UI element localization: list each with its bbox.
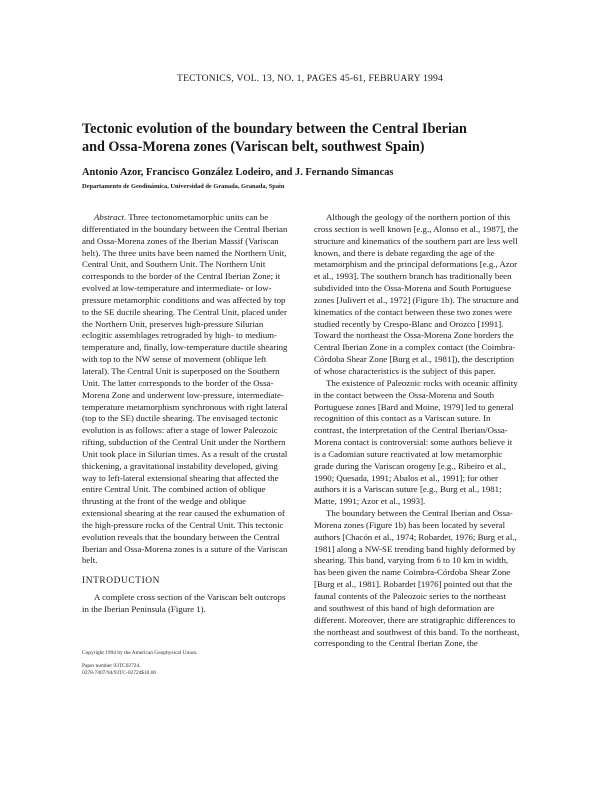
paper-code: 0278-7407/94/93TC-02724$10.00 xyxy=(82,670,157,677)
paper-number: Paper number 93TC02724. xyxy=(82,663,141,670)
title-line-2: and Ossa-Morena zones (Variscan belt, southwest Spain) xyxy=(82,139,425,155)
right-column xyxy=(314,212,520,650)
copyright-notice: Copyright 1994 by the American Geophysical Union. xyxy=(82,650,198,656)
abstract-label: Abstract. xyxy=(94,212,127,222)
body-paragraph-3: The boundary between the Central Iberian and Ossa-Morena zones (Figure 1b) has been located by several authors [Chacón et al., 1974; Robardet, 1976; Burg et al., 1981] along a NW-SE trending band highly deformed by shearing. This band, varying from 6 to 10 km in width, has been given the name Coimbra-Córdoba Shear Zone [Burg et al., 1981]. Robardet [1976] pointed out that the faunal contents of the Paleozoic series to the northeast and southwest of this band of high deformation are different. Moreover, there are stratigraphic differences to the northeast and southwest of this band. To the northeast, corresponding to the Central Iberian Zone, the xyxy=(314,508,520,649)
footnote-block xyxy=(82,650,288,678)
body-paragraph-2: The existence of Paleozoic rocks with oceanic affinity in the contact between the Ossa-Morena and South Portuguese zones [Bard and Moine, 1979] led to general recognition of this contact as a Variscan suture. In contrast, the interpretation of the Central Iberian/Ossa-Morena contact is controversial: some authors believe it is a Cadomian suture reactivated at low metamorphic grade during the Variscan orogeny [e.g., Ribeiro et al., 1990; Quesada, 1991; Abalos et al., 1991]; for other authors it is a Variscan suture [e.g., Burg et al., 1981; Matte, 1991; Azor et al., 1993]. xyxy=(314,377,518,507)
intro-paragraph: A complete cross section of the Variscan belt outcrops in the Iberian Peninsula (Figure 1). xyxy=(82,592,286,614)
abstract-text: Three tectonometamorphic units can be differentiated in the boundary between the Central Iberian and Ossa-Morena zones of the Iberian Massif (Variscan belt). The three units have been named the Northern Unit, Central Unit, and Southern Unit. The Northern Unit corresponds to the border of the Central Iberian Zone; it evolved at low-temperature and intermediate- or low-pressure metamorphic conditions and was affected by top to the SE ductile shearing. The Central Unit, placed under the Northern Unit, preserves high-pressure Silurian eclogitic assemblages retrograded by high- to medium-temperature and, finally, low-temperature ductile shearing with top to the NW sense of movement (oblique left lateral). The Central Unit is superposed on the Southern Unit. The latter corresponds to the border of the Ossa-Morena Zone and underwent low-pressure, intermediate-temperature metamorphism synchronous with right lateral (top to the SE) ductile shearing. The envisaged tectonic evolution is as follows: after a stage of lower Paleozoic rifting, subduction of the Central Unit under the Northern Unit took place in Silurian times. As a result of the crustal thickening, a gravitational instability developed, giving way to left-lateral extensional shearing that affected the entire Central Unit. The combined action of oblique thrusting at the front of the wedge and oblique extensional shearing at the rear caused the exhumation of the high-pressure rocks of the Central Unit. This tectonic evolution reveals that the boundary between the Central Iberian and Ossa-Morena zones is a suture of the Variscan belt. xyxy=(82,212,288,566)
title-line-1: Tectonic evolution of the boundary between the Central Iberian xyxy=(82,121,467,137)
author-affiliation: Departamento de Geodinámica, Universidad de Granada, Granada, Spain xyxy=(82,183,285,190)
article-title xyxy=(82,120,522,156)
section-heading-introduction: INTRODUCTION xyxy=(82,576,161,587)
body-paragraph-1: Although the geology of the northern portion of this cross section is well known [e.g., Alonso et al., 1987], the structure and kinematics of the southern part are less well known, and there is debate regarding the age of the metamorphism and the principal deformations [e.g., Azor et al., 1993]. The southern branch has traditionally been subdivided into the Ossa-Morena and South Portuguese zones [Julivert et al., 1972] (Figure 1b). The structure and kinematics of the contact between these two zones were studied recently by Crespo-Blanc and Orozco [1991]. Toward the northeast the Ossa-Morena Zone borders the Central Iberian Zone in a complex contact (the Coimbra-Córdoba Shear Zone [Burg et al., 1981]), the description of whose characteristics is the subject of this paper. xyxy=(314,212,519,376)
author-list: Antonio Azor, Francisco González Lodeiro, and J. Fernando Simancas xyxy=(82,167,394,178)
abstract-paragraph xyxy=(82,212,288,567)
left-column xyxy=(82,212,288,616)
running-head: TECTONICS, VOL. 13, NO. 1, PAGES 45-61, FEBRUARY 1994 xyxy=(177,73,443,84)
